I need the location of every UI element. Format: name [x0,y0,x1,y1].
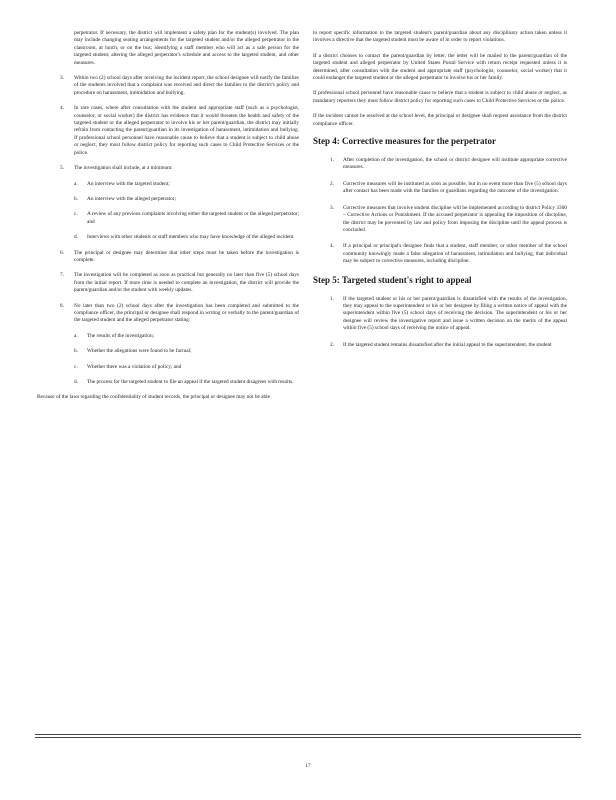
list-item [49,303,299,325]
list-item [49,272,299,294]
sub-letter: a. [74,332,78,339]
list-item [49,250,299,265]
item-number: 8. [60,302,64,309]
item-text: Corrective measures that involve student discipline will be implemented according to district Policy 3300 – Corrective Actions or Punishment. If the accused perpetrator is appealing the imposition of discipline, the district may be prevented by law and policy from imposing the discipline until the appeal process is concluded. [343,204,567,233]
item-text: In rare cases, where after consultation with the student and appropriate staff (such as a psychologist, counselor, or social worker) the district has evidence that it would threaten the health and safety of the targeted student or the alleged perpetrator to involve his or her parent/guardian, the district may initially refrain from contacting the parent/guardian in its investigation of harassment, intimidation and bullying. If professional school personnel have reasonable cause to believe that a student is subject to child abuse or neglect, they must follow district policy for reporting such cases to Child Protective Services or the police. [74,105,299,156]
item-text: If the targeted student remains dissatisfied after the initial appeal to the superintendent, the student [343,341,552,348]
sub-item [49,348,299,355]
paragraph: If the incident cannot be resolved at the school level, the principal or designee shall request assistance from the district compliance officer. [313,113,567,127]
item-text: If the targeted student or his or her parent/guardian is dissatisfied with the results of the investigation, they may appeal to the superintendent or his or her designee by filing a written notice of appeal with the superintendent within five (5) school days of receiving the decision. The superintendent or his or her designee will review the investigative report and issue a written decision on the merits of the appeal within five (5) school days of receiving the notice of appeal. [343,295,567,332]
item-number: 5. [60,165,64,172]
section-heading-step-4: Step 4: Corrective measures for the perpetrator [313,136,496,147]
sub-letter: b. [74,195,78,202]
list-item [49,165,299,172]
list-item [313,181,567,196]
sub-item [49,234,299,241]
sub-letter: d. [74,234,78,241]
sub-letter: b. [74,348,78,355]
footer-rule-top [35,734,581,735]
item-number: 3. [330,204,334,211]
right-column [313,30,567,358]
sub-item [49,196,299,203]
item-text: The investigation shall include, at a minimum: [74,165,173,172]
item-number: 6. [60,249,64,256]
list-item [313,296,567,333]
list-item [49,75,299,97]
item-text: Within two (2) school days after receiving the incident report, the school designee will notify the families of the students involved that a complaint was received and direct the families to the district's policy and procedure on harassment, intimidation and bullying. [74,75,299,96]
item-text: After completion of the investigation, the school or district designee will institute appropriate corrective measures. [343,157,567,171]
sub-letter: c. [74,363,78,370]
list-item [49,105,299,157]
item-text: If a principal or principal's designee finds that a student, staff member, or other member of the school community knowingly made a false allegation of harassment, intimidation and bullying, that individual may be subject to corrective measures, including discipline. [343,243,567,265]
item-number: 4. [330,243,334,250]
sub-item [49,211,299,226]
sub-item [49,364,299,371]
item-number: 2. [330,341,334,348]
list-item [313,342,567,349]
item-number: 1. [330,157,334,164]
item-text: Corrective measures will be instituted as soon as possible, but in no event more than five (5) school days after contact has been made with the families or guardians regarding the outcome of the investigation. [343,180,567,195]
sub-letter: a. [74,180,78,187]
footer-rule-bottom [35,737,581,738]
paragraph: If a district chooses to contact the parent/guardian by letter, the letter will be mailed to the parent/guardian of the targeted student and alleged perpetrator by United States Postal Service with return receipt requested unless it is determined, after consultation with the student and appropriate staff (psychologist, counselor, social worker) that it could endanger the targeted student or the alleged perpetrator to involve his or her family. [313,52,567,82]
sub-item [49,333,299,340]
sub-letter: d. [74,379,78,385]
sub-text: The results of the investigation; [87,332,155,339]
paragraph: perpetrator. If necessary, the district will implement a safety plan for the student(s) involved. The plan may include changing seating arrangements for the targeted student and/or the alleged perpetrator in the classroom, at lunch, or on the bus; identifying a staff member who will act as a safe person for the targeted student; altering the alleged perpetrator's schedule and access to the targeted student, and other measures. [74,30,299,66]
item-number: 2. [330,180,334,187]
sub-text: Whether there was a violation of policy; and [87,363,182,370]
item-number: 1. [330,295,334,302]
sub-item [49,181,299,188]
paragraph: If professional school personnel have reasonable cause to believe that a student is subject to child abuse or neglect, as mandatory reporters they must follow district policy for reporting such cases to Child Protective Services or the police. [313,90,567,104]
sub-text: A review of any previous complaints involving either the targeted student or the alleged perpetrator; and [87,211,300,225]
section-heading-step-5: Step 5: Targeted student's right to appeal [313,274,472,285]
sub-item [49,379,299,386]
list-item [313,243,567,265]
list-item [313,157,567,172]
sub-text: Whether the allegations were found to be factual; [87,348,192,355]
sub-text: The process for the targeted student to file an appeal if the targeted student disagrees with results. [87,379,294,385]
item-number: 3. [60,75,64,82]
item-number: 4. [60,105,64,112]
item-text: No later than two (2) school days after the investigation has been completed and submitted to the compliance officer, the principal or designee shall respond in writing or verbally to the parent/guardian of the targeted student and the alleged perpetrator stating: [74,302,299,324]
sub-text: Interviews with other students or staff members who may have knowledge of the alleged incident. [87,234,295,241]
sub-text: An interview with the targeted student; [87,180,170,187]
paragraph: Because of the laws regarding the confidentiality of student records, the principal or designee may not be able [37,394,270,401]
sub-text: An interview with the alleged perpetrator; [87,195,176,202]
item-text: The principal or designee may determine that other steps must be taken before the investigation is complete. [74,249,299,263]
list-item [313,205,567,235]
item-text: The investigation will be completed as soon as practical but generally no later than five (5) school days from the initial report. If more time is needed to complete an investigation, the district will provide the parent/guardian and/or the student with weekly updates. [74,272,299,294]
sub-letter: c. [74,211,78,218]
paragraph: to report specific information to the targeted student's parent/guardian about any disciplinary action taken unless it involves a directive that the targeted student must be aware of in order to report violations. [313,30,567,44]
item-number: 7. [60,272,64,279]
page-number: 17 [305,763,311,769]
left-column [37,30,300,402]
